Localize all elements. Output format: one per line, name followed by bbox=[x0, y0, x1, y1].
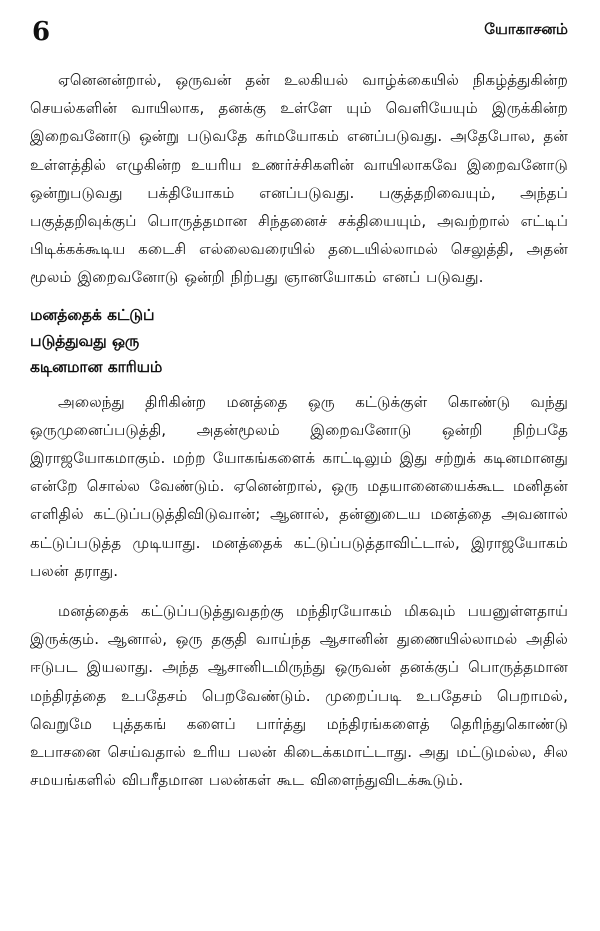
paragraph-gap bbox=[30, 585, 568, 597]
paragraph-mantra-yoga: மனத்தைக் கட்டுப்படுத்துவதற்கு மந்திரயோகம் மிகவும் பயனுள்ளதாய் இருக்கும். ஆனால், ஒரு தகுதி வாய்ந்த ஆசானின் துணையில்லாமல் அதில் ஈடுபட இயலாது. அந்த ஆசானிடமிருந்து ஒருவன் தனக்குப் பொருத்தமான மந்திரத்தை உபதேசம் பெறவேண்டும். முறைப்படி உபதேசம் பெறாமல், வெறுமே புத்தகங் களைப் பார்த்து மந்திரங்களைத் தெரிந்துகொண்டு உபாசனை செய்வதால் உரிய பலன் கிடைக்கமாட்டாது. அது மட்டுமல்ல, சில சமயங்களில் விபரீதமான பலன்கள் கூட விளைந்துவிடக்கூடும். bbox=[30, 602, 568, 790]
page-number: 6 bbox=[32, 17, 51, 47]
section-heading-line: படுத்துவது ஒரு bbox=[30, 331, 140, 350]
page-header bbox=[30, 0, 568, 58]
section-heading-line: மனத்தைக் கட்டுப் bbox=[30, 305, 155, 324]
section-heading bbox=[30, 302, 568, 380]
paragraph-yoga-types: ஏனெனன்றால், ஒருவன் தன் உலகியல் வாழ்க்கையில் நிகழ்த்துகின்ற செயல்களின் வாயிலாக, தனக்கு உள்ளே யும் வெளியேயும் இருக்கின்ற இறைவனோடு ஒன்று படுவதே கர்மயோகம் எனப்படுவது. அதேபோல, தன் உள்ளத்தில் எழுகின்ற உயரிய உணர்ச்சிகளின் வாயிலாகவே இறைவனோடு ஒன்றுபடுவது பக்தியோகம் எனப்படுவது. பகுத்தறிவையும், அந்தப் பகுத்தறிவுக்குப் பொருத்தமான சிந்தனைச் சக்தியையும், அவற்றால் எட்டிப் பிடிக்கக்கூடிய கடைசி எல்லைவரையில் தடையில்லாமல் செலுத்தி, அதன் மூலம் இறைவனோடு ஒன்றி நிற்பது ஞானயோகம் எனப் படுவது. bbox=[30, 71, 568, 287]
paragraph-raja-yoga: அலைந்து திரிகின்ற மனத்தை ஒரு கட்டுக்குள் கொண்டு வந்து ஒருமுனைப்படுத்தி, அதன்மூலம் இறைவனோடு ஒன்றி நிற்பதே இராஜயோகமாகும். மற்ற யோகங்களைக் காட்டிலும் இது சற்றுக் கடினமானது என்றே சொல்ல வேண்டும். ஏனென்றால், ஒரு மதயானையைக்கூட மனிதன் எளிதில் கட்டுப்படுத்திவிடுவான்; ஆனால், தன்னுடைய மனத்தை அவனால் கட்டுப்படுத்த முடியாது. மனத்தைக் கட்டுப்படுத்தாவிட்டால், இராஜயோகம் பலன் தராது. bbox=[30, 392, 568, 580]
section-heading-line: கடினமான காரியம் bbox=[30, 357, 163, 376]
running-title: யோகாசனம் bbox=[484, 20, 568, 38]
